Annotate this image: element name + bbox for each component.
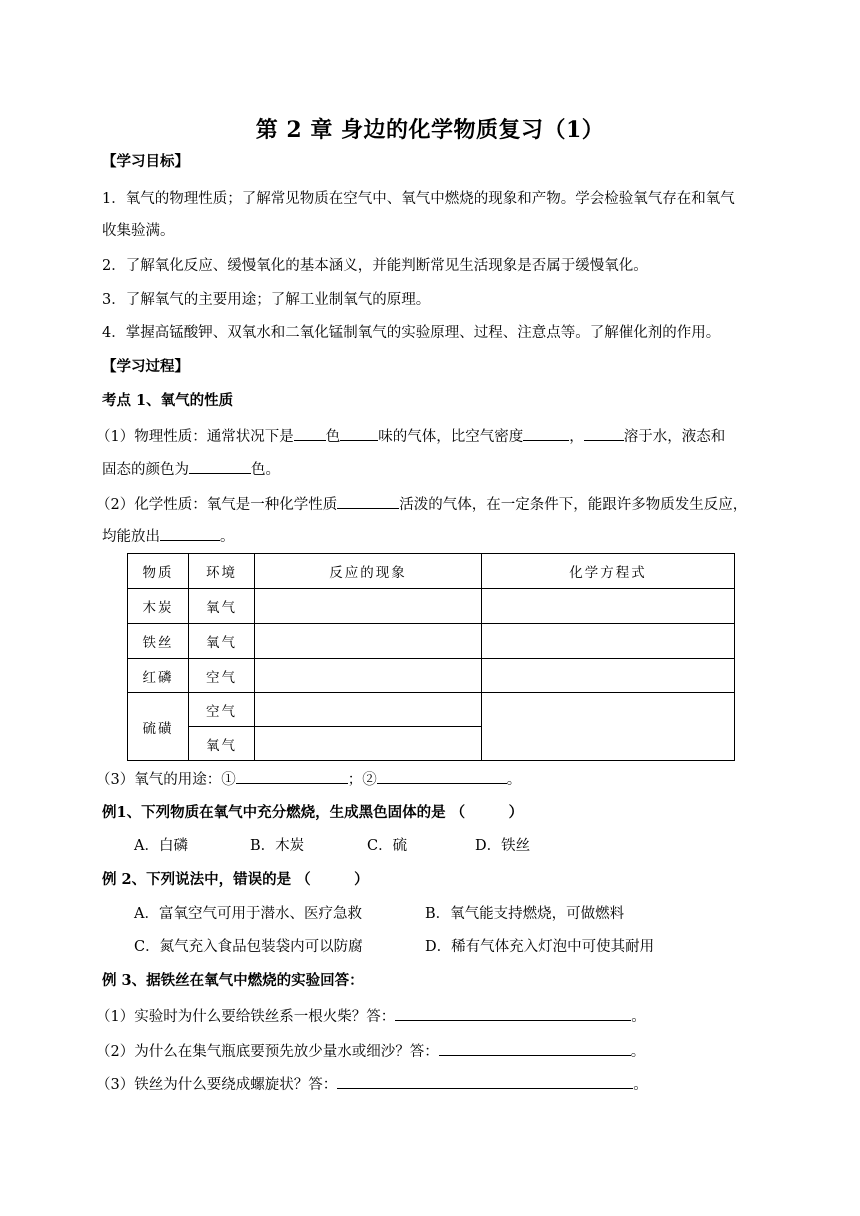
cell-phenomenon[interactable] (255, 659, 482, 693)
header-environment: 环境 (189, 554, 255, 589)
header-substance: 物质 (128, 554, 189, 589)
table-header-row (128, 554, 735, 589)
example-2-option-c: C．氮气充入食品包装袋内可以防腐 (134, 939, 363, 955)
cell-substance: 红磷 (128, 659, 189, 693)
blank-heat[interactable] (160, 526, 220, 541)
blank-color[interactable] (294, 426, 326, 441)
answer-blank-3[interactable] (337, 1074, 633, 1089)
physical-properties-line-2: 固态的颜色为 色。 (102, 459, 280, 480)
example-3-q1: （1）实验时为什么要给铁丝系一根火柴？答： 。 (96, 1006, 646, 1027)
cell-environment: 氧气 (189, 727, 255, 761)
header-phenomenon: 反应的现象 (255, 554, 482, 589)
cell-substance: 铁丝 (128, 624, 189, 659)
cell-substance-sulfur: 硫磺 (128, 693, 189, 761)
page-title: 第 2 章 身边的化学物质复习（1） (255, 117, 605, 143)
cell-phenomenon[interactable] (255, 727, 482, 761)
example-3-q3: （3）铁丝为什么要绕成螺旋状？答： 。 (96, 1074, 648, 1095)
objective-4: 4．掌握高锰酸钾、双氧水和二氧化锰制氧气的实验原理、过程、注意点等。了解催化剂的作用。 (102, 325, 721, 341)
objectives-heading: 【学习目标】 (102, 153, 189, 170)
example-2-option-d: D．稀有气体充入灯泡中可使其耐用 (425, 939, 655, 955)
objective-3: 3．了解氧气的主要用途；了解工业制氧气的原理。 (102, 292, 431, 308)
cell-environment: 氧气 (189, 589, 255, 624)
table-row (128, 589, 735, 624)
example-3-q2: （2）为什么在集气瓶底要预先放少量水或细沙？答： 。 (96, 1041, 645, 1062)
table-row (128, 693, 735, 727)
combustion-table (127, 553, 735, 761)
example-2-option-a: A．富氧空气可用于潜水、医疗急救 (134, 906, 362, 922)
cell-environment: 空气 (189, 659, 255, 693)
example-1-question: 例1、下列物质在氧气中充分燃烧，生成黑色固体的是 （ ） (102, 804, 524, 821)
example-2-option-b: B．氧气能支持燃烧，可做燃料 (425, 906, 625, 922)
example-1-option-d: D．铁丝 (475, 838, 531, 854)
objective-1-cont: 收集验满。 (102, 223, 175, 239)
cell-phenomenon[interactable] (255, 693, 482, 727)
cell-phenomenon[interactable] (255, 624, 482, 659)
objective-1: 1．氧气的物理性质；了解常见物质在空气中、氧气中燃烧的现象和产物。学会检验氧气存在和氧气 (102, 191, 735, 207)
table-row (128, 624, 735, 659)
blank-solubility[interactable] (584, 426, 624, 441)
answer-blank-1[interactable] (395, 1006, 631, 1021)
topic-1-heading: 考点 1、氧气的性质 (102, 392, 234, 409)
blank-activity[interactable] (337, 494, 399, 509)
cell-substance: 木炭 (128, 589, 189, 624)
cell-phenomenon[interactable] (255, 589, 482, 624)
example-2-question: 例 2、下列说法中，错误的是 （ ） (102, 871, 369, 888)
cell-equation[interactable] (482, 624, 735, 659)
cell-equation-sulfur[interactable] (482, 693, 735, 761)
example-1-option-b: B．木炭 (250, 838, 305, 854)
header-equation: 化学方程式 (482, 554, 735, 589)
table-row (128, 659, 735, 693)
chemical-properties-line: （2）化学性质：氧气是一种化学性质 活泼的气体，在一定条件下，能跟许多物质发生反应， (96, 494, 747, 515)
example-3-question: 例 3、据铁丝在氧气中燃烧的实验回答： (102, 972, 364, 989)
blank-density[interactable] (523, 426, 569, 441)
blank-use-1[interactable] (236, 769, 348, 784)
process-heading: 【学习过程】 (102, 358, 189, 375)
cell-equation[interactable] (482, 659, 735, 693)
cell-environment: 氧气 (189, 624, 255, 659)
answer-blank-2[interactable] (439, 1041, 631, 1056)
uses-line: （3）氧气的用途：① ；② 。 (96, 769, 521, 790)
chemical-properties-line-2: 均能放出 。 (102, 526, 235, 547)
blank-use-2[interactable] (377, 769, 507, 784)
blank-liquid-color[interactable] (189, 459, 251, 474)
cell-equation[interactable] (482, 589, 735, 624)
example-1-option-a: A．白磷 (134, 838, 188, 854)
objective-2: 2．了解氧化反应、缓慢氧化的基本涵义，并能判断常见生活现象是否属于缓慢氧化。 (102, 258, 648, 274)
blank-odor[interactable] (340, 426, 378, 441)
example-1-option-c: C．硫 (367, 838, 408, 854)
cell-environment: 空气 (189, 693, 255, 727)
physical-properties-line: （1）物理性质：通常状况下是 色 味的气体，比空气密度 ， 溶于水，液态和 (96, 426, 725, 447)
